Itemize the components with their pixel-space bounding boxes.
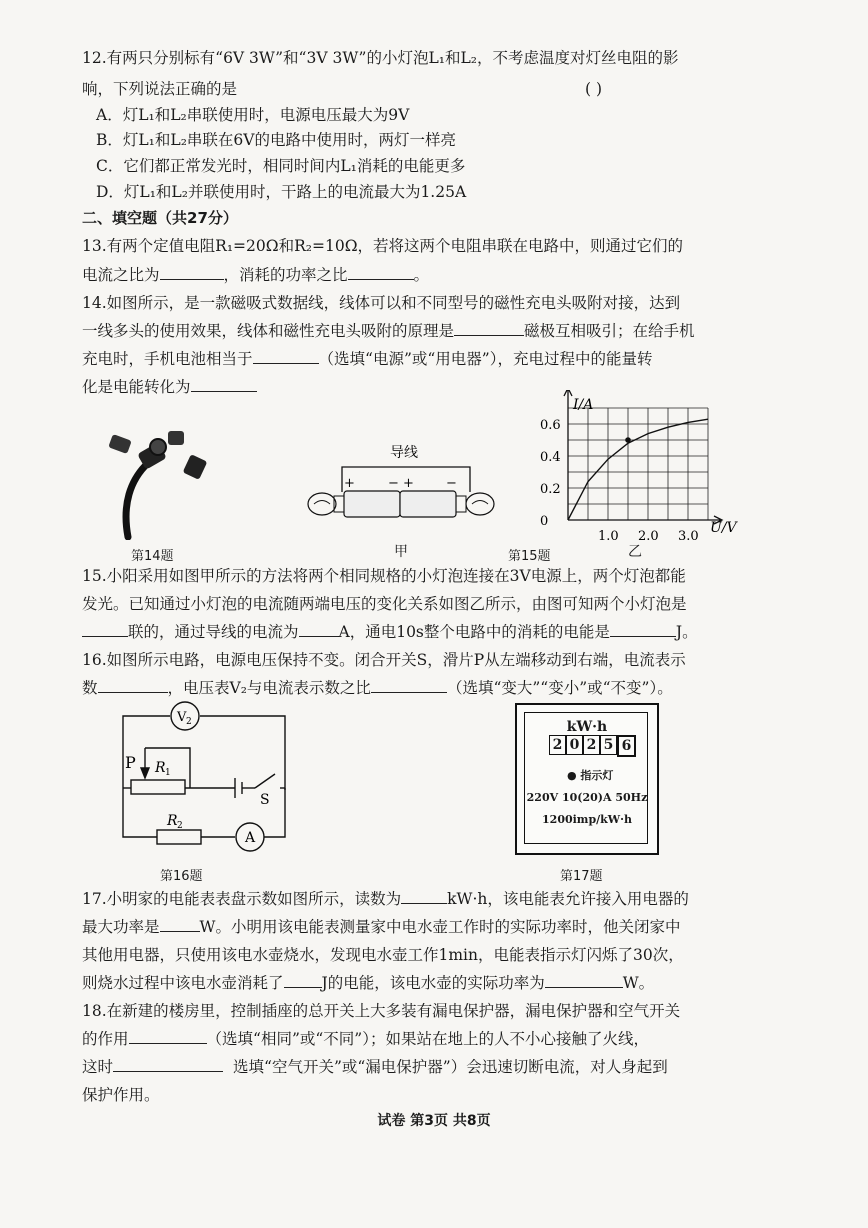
figure-yi-label: 乙 bbox=[628, 544, 642, 560]
blank[interactable] bbox=[401, 889, 447, 904]
figure-jia-label: 甲 bbox=[394, 544, 408, 560]
x-tick-label: 1.0 bbox=[598, 529, 619, 544]
caption-q16: 第16题 bbox=[160, 869, 203, 884]
y-tick-label: 0.6 bbox=[540, 418, 561, 433]
q14-line2: 一线多头的使用效果，线体和磁性充电头吸附的原理是 磁极互相吸引；在给手机 bbox=[82, 322, 695, 340]
chart-xlabel: U/V bbox=[710, 520, 737, 536]
meter-digit: 2 bbox=[583, 735, 600, 755]
blank[interactable] bbox=[253, 349, 319, 364]
blank[interactable] bbox=[98, 678, 168, 693]
q18-line3: 这时 选填“空气开关”或“漏电保护器”）会迅速切断电流，对人身起到 bbox=[82, 1058, 668, 1076]
q12-line1: 12.有两只分别标有“6V 3W”和“3V 3W”的小灯泡L₁和L₂，不考虑温度对灯丝电阻的影 bbox=[82, 49, 679, 67]
q12-line2: 响，下列说法正确的是 bbox=[82, 80, 238, 98]
chart-ticks bbox=[540, 418, 699, 544]
q12-answer-paren: ( ) bbox=[585, 80, 603, 98]
meter-digit: 5 bbox=[600, 735, 617, 755]
q17-line1: 17.小明家的电能表表盘示数如图所示，读数为 kW·h，该电能表允许接入用电器的 bbox=[82, 890, 689, 908]
q12-option-b: B．灯L₁和L₂串联在6V的电路中使用时，两灯一样亮 bbox=[96, 131, 456, 149]
chart-ylabel: I/A bbox=[573, 397, 594, 413]
q15-line1: 15.小阳采用如图甲所示的方法将两个相同规格的小灯泡连接在3V电源上，两个灯泡都能 bbox=[82, 567, 686, 585]
svg-text:S: S bbox=[260, 792, 270, 808]
iu-curve bbox=[568, 419, 708, 520]
x-tick-label: 3.0 bbox=[678, 529, 699, 544]
meter-digit: 2 bbox=[549, 735, 566, 755]
marked-point bbox=[625, 437, 631, 443]
y-tick-label: 0.2 bbox=[540, 482, 561, 497]
blank[interactable] bbox=[454, 321, 524, 336]
svg-text:R: R bbox=[167, 813, 178, 829]
y-axis bbox=[564, 390, 572, 520]
indicator-light-label: ● 指示灯 bbox=[567, 769, 614, 782]
blank[interactable] bbox=[299, 622, 339, 637]
q15-line2: 发光。已知通过小灯泡的电流随两端电压的变化关系如图乙所示，由图可知两个小灯泡是 bbox=[82, 595, 687, 613]
q16-line2: 数 ，电压表V₂与电流表示数之比 （选填“变大”“变小”或“不变”）。 bbox=[82, 679, 673, 697]
wire-label: 导线 bbox=[390, 445, 418, 461]
svg-text:2: 2 bbox=[186, 717, 192, 727]
blank[interactable] bbox=[545, 973, 623, 988]
svg-text:− +: − + bbox=[388, 476, 414, 491]
svg-text:V: V bbox=[177, 710, 187, 725]
blank[interactable] bbox=[348, 265, 414, 280]
section-fill-in-heading: 二、填空题（共27分） bbox=[82, 209, 238, 227]
meter-unit: kW·h bbox=[566, 719, 608, 735]
q13-line2: 电流之比为 ，消耗的功率之比 。 bbox=[82, 266, 430, 284]
svg-text:+: + bbox=[344, 476, 355, 491]
blank[interactable] bbox=[82, 622, 128, 637]
q12-option-c: C．它们都正常发光时，相同时间内L₁消耗的电能更多 bbox=[96, 157, 466, 175]
q14-line4: 化是电能转化为 bbox=[82, 377, 257, 397]
caption-q14: 第14题 bbox=[131, 549, 174, 564]
meter-rating: 220V 10(20)A 50Hz bbox=[526, 791, 648, 804]
blank[interactable] bbox=[284, 973, 322, 988]
magnetic-cable-figure bbox=[100, 425, 220, 540]
svg-text:−: − bbox=[446, 476, 457, 491]
svg-text:1: 1 bbox=[165, 768, 171, 778]
q18-line2: 的作用 （选填“相同”或“不同”）；如果站在地上的人不小心接触了火线， bbox=[82, 1030, 649, 1048]
q18-line4: 保护作用。 bbox=[82, 1086, 160, 1104]
chart-grid bbox=[568, 408, 708, 520]
circuit-figure-q16 bbox=[115, 700, 305, 855]
svg-text:2: 2 bbox=[177, 821, 183, 831]
svg-text:P: P bbox=[125, 753, 136, 772]
y-tick-label: 0.4 bbox=[540, 450, 561, 465]
blank[interactable] bbox=[129, 1029, 207, 1044]
blank[interactable] bbox=[113, 1057, 223, 1072]
blank[interactable] bbox=[160, 265, 224, 280]
bulb-circuit-figure bbox=[300, 437, 515, 537]
meter-digits bbox=[549, 735, 636, 757]
q14-line1: 14.如图所示，是一款磁吸式数据线，线体可以和不同型号的磁性充电头吸附对接，达到 bbox=[82, 294, 681, 312]
q17-line2: 最大功率是 W。小明用该电能表测量家中电水壶工作时的实际功率时，他关闭家中 bbox=[82, 918, 681, 936]
blank[interactable] bbox=[371, 678, 447, 693]
q13-line1: 13.有两个定值电阻R₁=20Ω和R₂=10Ω，若将这两个电阻串联在电路中，则通过它们的 bbox=[82, 237, 684, 255]
blank[interactable] bbox=[610, 622, 676, 637]
blank[interactable] bbox=[191, 377, 257, 392]
q12-option-d: D．灯L₁和L₂并联使用时，干路上的电流最大为1.25A bbox=[96, 183, 467, 201]
meter-digit: 0 bbox=[566, 735, 583, 755]
x-tick-label: 2.0 bbox=[638, 529, 659, 544]
q17-line4: 则烧水过程中该电水壶消耗了 J的电能，该电水壶的实际功率为 W。 bbox=[82, 974, 655, 992]
q17-line3: 其他用电器，只使用该电水壶烧水，发现电水壶工作1min，电能表指示灯闪烁了30次， bbox=[82, 946, 684, 964]
x-axis bbox=[568, 516, 722, 524]
meter-impulse: 1200imp/kW·h bbox=[542, 813, 632, 826]
meter-digit-decimal: 6 bbox=[617, 735, 636, 757]
caption-q17: 第17题 bbox=[560, 869, 603, 884]
blank[interactable] bbox=[160, 917, 200, 932]
q14-line3: 充电时，手机电池相当于 （选填“电源”或“用电器”），充电过程中的能量转 bbox=[82, 350, 653, 368]
svg-text:A: A bbox=[245, 830, 256, 846]
y-tick-label: 0 bbox=[540, 514, 549, 529]
q16-line1: 16.如图所示电路，电源电压保持不变。闭合开关S，滑片P从左端移动到右端，电流表示 bbox=[82, 651, 686, 669]
iu-chart bbox=[530, 390, 745, 555]
svg-text:R: R bbox=[155, 760, 166, 776]
q18-line1: 18.在新建的楼房里，控制插座的总开关上大多装有漏电保护器，漏电保护器和空气开关 bbox=[82, 1002, 681, 1020]
caption-q15: 第15题 bbox=[508, 549, 551, 564]
q15-line3: 联的，通过导线的电流为 A，通电10s整个电路中的消耗的电能是 J。 bbox=[82, 622, 698, 642]
page-footer: 试卷 第3页 共8页 bbox=[377, 1113, 491, 1129]
q12-option-a: A．灯L₁和L₂串联使用时，电源电压最大为9V bbox=[96, 106, 410, 124]
energy-meter bbox=[515, 703, 659, 855]
